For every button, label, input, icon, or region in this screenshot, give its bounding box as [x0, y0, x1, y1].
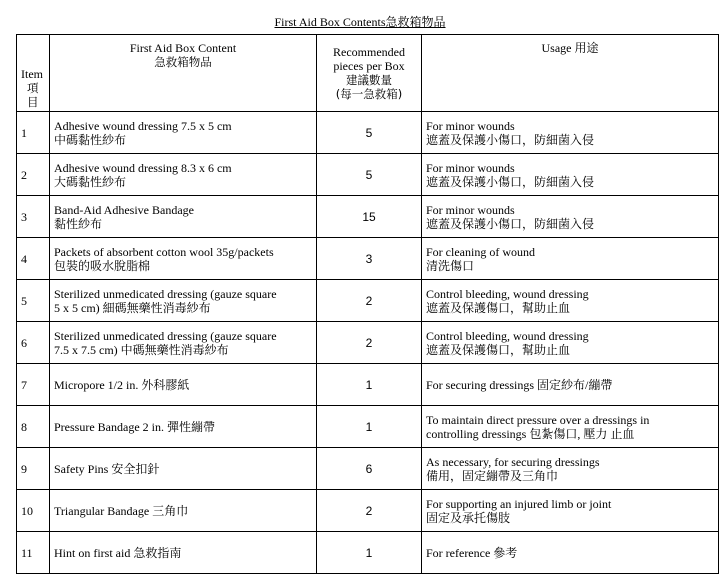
content-cell: Hint on first aid 急救指南	[50, 532, 317, 574]
table-row	[17, 322, 719, 364]
quantity-cell: 2	[317, 322, 422, 364]
quantity-cell: 5	[317, 154, 422, 196]
content-cell: Adhesive wound dressing 8.3 x 6 cm 大碼黏性紗布	[50, 154, 317, 196]
usage-cell: For supporting an injured limb or joint 固定及承托傷肢	[422, 490, 719, 532]
content-cell: Sterilized unmedicated dressing (gauze square 5 x 5 cm) 細碼無藥性消毒紗布	[50, 280, 317, 322]
quantity-cell: 15	[317, 196, 422, 238]
quantity-cell: 2	[317, 490, 422, 532]
table-row	[17, 448, 719, 490]
item-number-cell: 8	[17, 406, 50, 448]
usage-cell: To maintain direct pressure over a dressings in controlling dressings 包紮傷口, 壓力 止血	[422, 406, 719, 448]
table-row	[17, 490, 719, 532]
header-usage: Usage 用途	[422, 35, 719, 112]
header-item: Item 項 目	[17, 35, 50, 112]
header-content: First Aid Box Content 急救箱物品	[50, 35, 317, 112]
content-cell: Adhesive wound dressing 7.5 x 5 cm 中碼黏性紗布	[50, 112, 317, 154]
usage-cell: For cleaning of wound 清洗傷口	[422, 238, 719, 280]
table-row	[17, 406, 719, 448]
item-number-cell: 6	[17, 322, 50, 364]
usage-cell: Control bleeding, wound dressing 遮蓋及保護傷口，幫助止血	[422, 280, 719, 322]
content-cell: Sterilized unmedicated dressing (gauze square 7.5 x 7.5 cm) 中碼無藥性消毒紗布	[50, 322, 317, 364]
table-row	[17, 364, 719, 406]
quantity-cell: 6	[317, 448, 422, 490]
content-cell: Band-Aid Adhesive Bandage 黏性紗布	[50, 196, 317, 238]
quantity-cell: 1	[317, 532, 422, 574]
quantity-cell: 1	[317, 364, 422, 406]
table-row	[17, 196, 719, 238]
item-number-cell: 2	[17, 154, 50, 196]
table-row	[17, 154, 719, 196]
item-number-cell: 4	[17, 238, 50, 280]
content-cell: Safety Pins 安全扣針	[50, 448, 317, 490]
table-header-row	[17, 35, 719, 112]
table-row	[17, 112, 719, 154]
content-cell: Micropore 1/2 in. 外科膠紙	[50, 364, 317, 406]
item-number-cell: 7	[17, 364, 50, 406]
usage-cell: As necessary, for securing dressings 備用，固定繃帶及三角巾	[422, 448, 719, 490]
table-row	[17, 238, 719, 280]
quantity-cell: 2	[317, 280, 422, 322]
usage-cell: Control bleeding, wound dressing 遮蓋及保護傷口，幫助止血	[422, 322, 719, 364]
item-number-cell: 5	[17, 280, 50, 322]
table-row	[17, 532, 719, 574]
usage-cell: For minor wounds 遮蓋及保護小傷口，防細菌入侵	[422, 196, 719, 238]
table-row	[17, 280, 719, 322]
item-number-cell: 3	[17, 196, 50, 238]
item-number-cell: 9	[17, 448, 50, 490]
content-cell: Pressure Bandage 2 in. 彈性繃帶	[50, 406, 317, 448]
item-number-cell: 11	[17, 532, 50, 574]
content-cell: Packets of absorbent cotton wool 35g/packets 包裝的吸水脫脂棉	[50, 238, 317, 280]
usage-cell: For minor wounds 遮蓋及保護小傷口，防細菌入侵	[422, 154, 719, 196]
item-number-cell: 10	[17, 490, 50, 532]
item-number-cell: 1	[17, 112, 50, 154]
quantity-cell: 1	[317, 406, 422, 448]
quantity-cell: 5	[317, 112, 422, 154]
usage-cell: For reference 參考	[422, 532, 719, 574]
content-cell: Triangular Bandage 三角巾	[50, 490, 317, 532]
header-recommended-qty: Recommended pieces per Box 建議數量 (每一急救箱)	[317, 35, 422, 112]
usage-cell: For securing dressings 固定紗布/繃帶	[422, 364, 719, 406]
page-title: First Aid Box Contents急救箱物品	[274, 15, 446, 29]
first-aid-contents-table	[16, 34, 719, 574]
usage-cell: For minor wounds 遮蓋及保護小傷口，防細菌入侵	[422, 112, 719, 154]
quantity-cell: 3	[317, 238, 422, 280]
